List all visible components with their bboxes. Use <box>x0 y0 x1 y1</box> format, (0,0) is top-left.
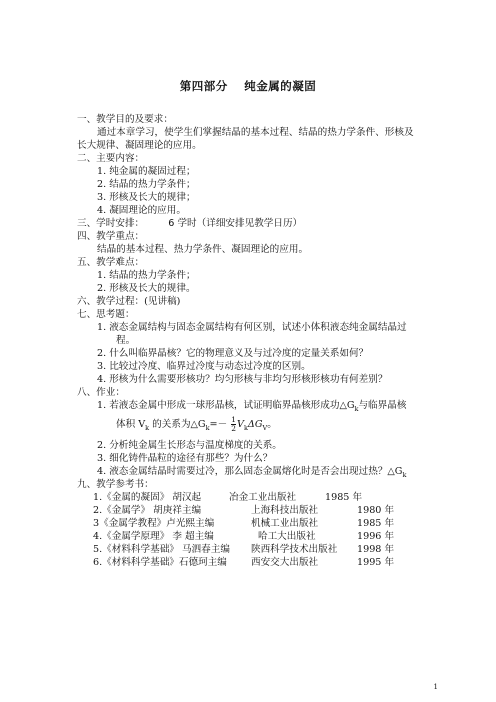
formula-vk: V <box>237 419 244 430</box>
reference-year: 1980 年 <box>357 505 395 516</box>
formula-mid: 的关系为△G <box>149 419 206 430</box>
reference-title: 4.《金属学原理》 李 超主编 <box>93 531 214 542</box>
homework-4-text: 4. 液态金属结晶时需要过冷，那么固态金属熔化时是否会出现过热？△G <box>97 466 403 477</box>
homework-3: 3. 细化铸件晶粒的途径有那些？为什么？ <box>97 453 273 464</box>
section-2-item: 1. 纯金属的凝固过程； <box>97 166 196 177</box>
reference-year: 1995 年 <box>357 557 395 568</box>
question-1-line1: 1. 液态金属结构与固态金属结构有何区别，试述小体积液态纯金属结晶过 <box>97 322 407 333</box>
section-8-heading: 八、作业： <box>77 387 125 398</box>
subscript: k <box>402 470 407 479</box>
class-hours-value: 6 <box>168 218 175 229</box>
reference-title: 1.《金属的凝固》 胡汉起 <box>93 492 202 503</box>
question-4: 4. 形核为什么需要形核功？均匀形核与非均匀形核形核功有何差别？ <box>97 374 388 385</box>
reference-year: 1998 年 <box>357 544 395 555</box>
page-number: 1 <box>433 683 438 691</box>
homework-2: 2. 分析纯金属生长形态与温度梯度的关系。 <box>97 440 282 451</box>
subscript: k <box>145 423 150 432</box>
reference-year: 1985 年 <box>325 492 363 503</box>
homework-1-text-end: 与临界晶核 <box>358 400 407 411</box>
reference-publisher: 哈工大出版社 <box>258 531 316 542</box>
reference-title: 2.《金属学》 胡庚祥主编 <box>93 505 202 516</box>
subscript: k <box>354 404 359 413</box>
reference-publisher: 机械工业出版社 <box>251 518 319 529</box>
section-5-item: 2. 形核及长大的规律。 <box>97 283 196 294</box>
subscript: k <box>243 423 248 432</box>
fraction <box>231 416 236 433</box>
section-1-text-line1: 通过本章学习，使学生们掌握结晶的基本过程、结晶的热力学条件、形核及 <box>97 127 414 138</box>
reference-publisher: 冶金工业出版社 <box>229 492 297 503</box>
reference-title: 3《金属学教程》卢光熙主编 <box>93 518 215 529</box>
section-4-text: 结晶的基本过程、热力学条件、凝固理论的应用。 <box>97 244 309 255</box>
section-2-heading: 二、主要内容： <box>77 153 145 164</box>
section-2-item: 4. 凝固理论的应用。 <box>97 205 186 216</box>
reference-title: 5.《材料科学基础》 马泗春主编 <box>93 544 230 555</box>
section-1-text-line2: 长大规律、凝固理论的应用。 <box>77 140 202 151</box>
section-9-heading: 九、教学参考书： <box>77 479 154 490</box>
section-6-heading: 六、教学过程：(见讲稿) <box>77 296 181 307</box>
class-hours-note: 学时（详细安排见教学日历） <box>177 218 303 229</box>
reference-publisher: 陕西科学技术出版社 <box>251 544 338 555</box>
section-5-item: 1. 结晶的热力学条件； <box>97 270 196 281</box>
question-2: 2. 什么叫临界晶核？它的物理意义及与过冷度的定量关系如何？ <box>97 348 369 359</box>
section-7-heading: 七、思考题： <box>77 309 135 320</box>
section-3-line <box>77 217 302 230</box>
formula-prefix: 体积 V <box>116 419 146 430</box>
section-3-heading: 三、学时安排： <box>77 218 145 229</box>
homework-1-formula-line <box>116 414 277 439</box>
section-2-item: 3. 形核及长大的规律； <box>97 192 196 203</box>
formula-delta-gv: ΔG <box>247 419 263 430</box>
reference-publisher: 上海科技出版社 <box>251 505 319 516</box>
reference-publisher: 西安交大出版社 <box>251 557 319 568</box>
formula-end: 。 <box>267 419 277 430</box>
question-3: 3. 比较过冷度、临界过冷度与动态过冷度的区别。 <box>97 361 311 372</box>
section-2-item: 2. 结晶的热力学条件； <box>97 179 196 190</box>
formula-equals: =－ <box>209 419 228 430</box>
homework-1-text: 1. 若液态金属中形成一球形晶核，试证明临界晶核形成功△G <box>97 400 355 411</box>
reference-title: 6.《材料科学基础》石德珂主编 <box>93 557 227 568</box>
reference-year: 1996 年 <box>357 531 395 542</box>
section-4-heading: 四、教学重点： <box>77 231 145 242</box>
subscript: k <box>205 423 210 432</box>
section-5-heading: 五、教学难点： <box>77 257 145 268</box>
question-1-line2: 程。 <box>116 335 136 346</box>
reference-year: 1985 年 <box>357 518 395 529</box>
section-1-heading: 一、教学目的及要求： <box>77 114 173 125</box>
page-title: 第四部分 纯金属的凝固 <box>179 79 317 93</box>
subscript: V <box>262 423 268 432</box>
fraction-numerator: 1 <box>231 415 237 424</box>
fraction-denominator: 2 <box>231 424 237 433</box>
